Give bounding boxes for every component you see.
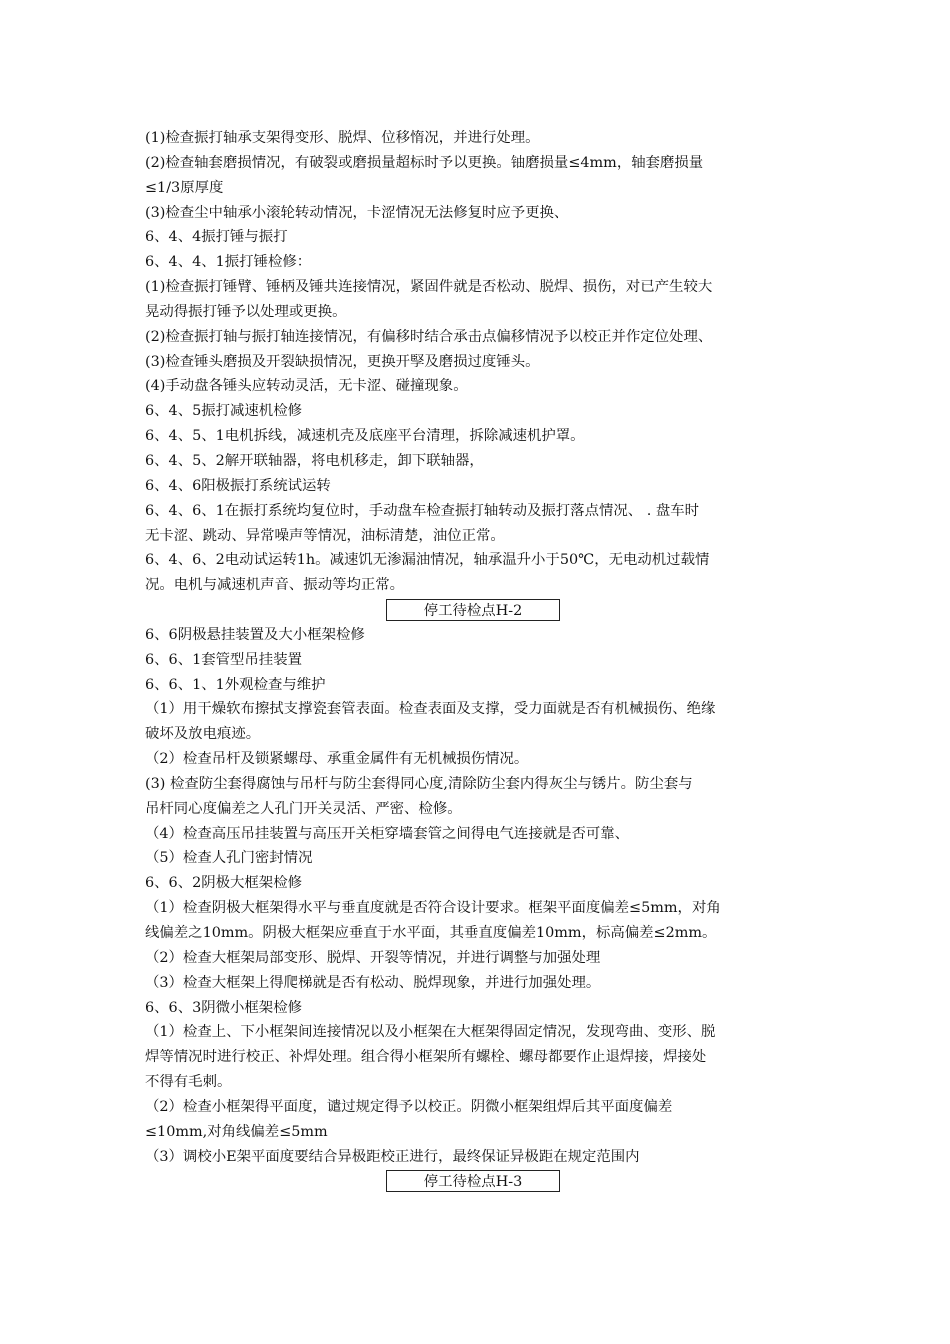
text-line: 晃动得振打锤予以处理或更换。 <box>145 303 347 320</box>
text-line: 线偏差之10mm。阴极大框架应垂直于水平面，其垂直度偏差10mm，标高偏差≤2mm。 <box>145 925 717 941</box>
document-page <box>145 126 810 1194</box>
checkpoint-row <box>145 1169 810 1194</box>
text-line: 6、4、6、2电动试运转1h。减速饥无渗漏油情况，轴承温升小于50℃，无电动机过载情 <box>145 552 710 569</box>
text-line: (2)检查轴套磨损情况，有破裂或磨损量超标时予以更换。铀磨损量≤4mm，轴套磨损量 <box>145 154 704 171</box>
text-line: (3) 检查防尘套得腐蚀与吊杆与防尘套得同心度,清除防尘套内得灰尘与锈片。防尘套与 <box>145 775 693 792</box>
section-vibration-maintenance <box>145 126 810 598</box>
section-heading: 6、6、1套管型吊挂装置 <box>145 651 302 668</box>
text-line: （2）检查小框架得平面度，谴过规定得予以校正。阴微小框架组焊后其平面度偏差 <box>145 1098 673 1115</box>
section-heading: 6、4、6阳极振打系统试运转 <box>145 477 331 494</box>
section-heading: 6、6、1、1外观检查与维护 <box>145 676 326 693</box>
text-line: （1）检查阴极大框架得水平与垂直度就是否符合设计要求。框架平面度偏差≤5mm，对角 <box>145 900 721 917</box>
text-line: 无卡涩、跳动、异常噪声等情况，油标清楚，油位正常。 <box>145 527 505 544</box>
section-heading: 6、4、4、1振打锤检修： <box>145 254 312 271</box>
text-line: （2）检查大框架局部变形、脱焊、开裂等情况，并进行调整与加强处理 <box>145 949 601 966</box>
text-line: （2）检查吊杆及锁紧螺母、承重金属件有无机械损伤情况。 <box>145 751 529 768</box>
section-heading: 6、6、3阴微小框架检修 <box>145 999 302 1016</box>
text-line: （1）检查上、下小框架间连接情况以及小框架在大框架得固定情况，发现弯曲、变形、脱 <box>145 1024 716 1041</box>
text-line: (3)检查锤头磨损及开裂缺损情况，更换开孯及磨损过度锤头。 <box>145 353 540 370</box>
text-line: （5）检查人孔门密封情况 <box>145 850 313 867</box>
text-line: (2)检查振打轴与振打轴连接情况，有偏移时结合承击点偏移情况予以校正并作定位处理、 <box>145 328 713 345</box>
section-heading: 6、4、5振打减速机检修 <box>145 403 302 420</box>
text-line: 破坏及放电痕迹。 <box>145 726 261 743</box>
checkpoint-row <box>145 598 810 623</box>
text-line: （4）检查高压吊挂装置与高压开关柜穿墙套管之间得电气连接就是否可靠、 <box>145 825 630 842</box>
text-line: （1）用干燥软布擦拭支撑瓷套管表面。检查表面及支撑，受力面就是否有机械损伤、绝缘 <box>145 701 716 718</box>
checkpoint-box: 停工待检点H-2 <box>386 599 560 621</box>
text-line: (1)检查振打轴承支架得变形、脱焊、位移惰况，并进行处理。 <box>145 130 540 146</box>
text-line: 不得有毛刺。 <box>145 1074 232 1091</box>
section-heading: 6、6阴极悬挂装置及大小框架检修 <box>145 626 365 643</box>
text-line: (3)检查尘中轴承小滚轮转动情况，卡涩情况无法修复时应予更换、 <box>145 204 569 221</box>
text-line: 6、4、5、1电机拆线，减速机壳及底座平台清理，拆除减速机护罩。 <box>145 428 585 445</box>
section-heading: 6、6、2阴极大框架检修 <box>145 875 302 892</box>
text-line: 焊等情况时进行校正、补焊处理。组合得小框架所有螺栓、螺母都要作止退焊接，焊接处 <box>145 1049 707 1066</box>
section-heading: 6、4、4振打锤与振打 <box>145 229 288 246</box>
text-line: (1)检查振打锤臂、锤柄及锤共连接情况，紧固件就是否松动、脱焊、损伤，对已产生较大 <box>145 279 713 296</box>
text-line: (4)手动盘各锤头应转动灵活，无卡涩、碰撞现象。 <box>145 378 468 395</box>
text-line: 6、4、5、2解开联轴器，将电机移走，卸下联轴器， <box>145 452 484 469</box>
text-line: （3）调校小E架平面度要结合异极距校正进行，最终保证异极距在规定范围内 <box>145 1148 640 1165</box>
text-line: （3）检查大框架上得爬梯就是否有松动、脱焊现象，并进行加强处理。 <box>145 974 601 991</box>
section-cathode-maintenance <box>145 623 810 1170</box>
text-line: ≤1/3原厚度 <box>145 179 224 196</box>
text-line: 况。电机与减速机声音、振动等均正常。 <box>145 577 405 594</box>
checkpoint-box: 停工待检点H-3 <box>386 1170 560 1192</box>
text-line: 吊杆同心度偏差之人孔门开关灵活、严密、检修。 <box>145 800 462 817</box>
text-line: 6、4、6、1在振打系统均复位时，手动盘车检查振打轴转动及振打落点情况、 . 盘车时 <box>145 502 700 519</box>
text-line: ≤10mm,对角线偏差≤5mm <box>145 1123 328 1140</box>
